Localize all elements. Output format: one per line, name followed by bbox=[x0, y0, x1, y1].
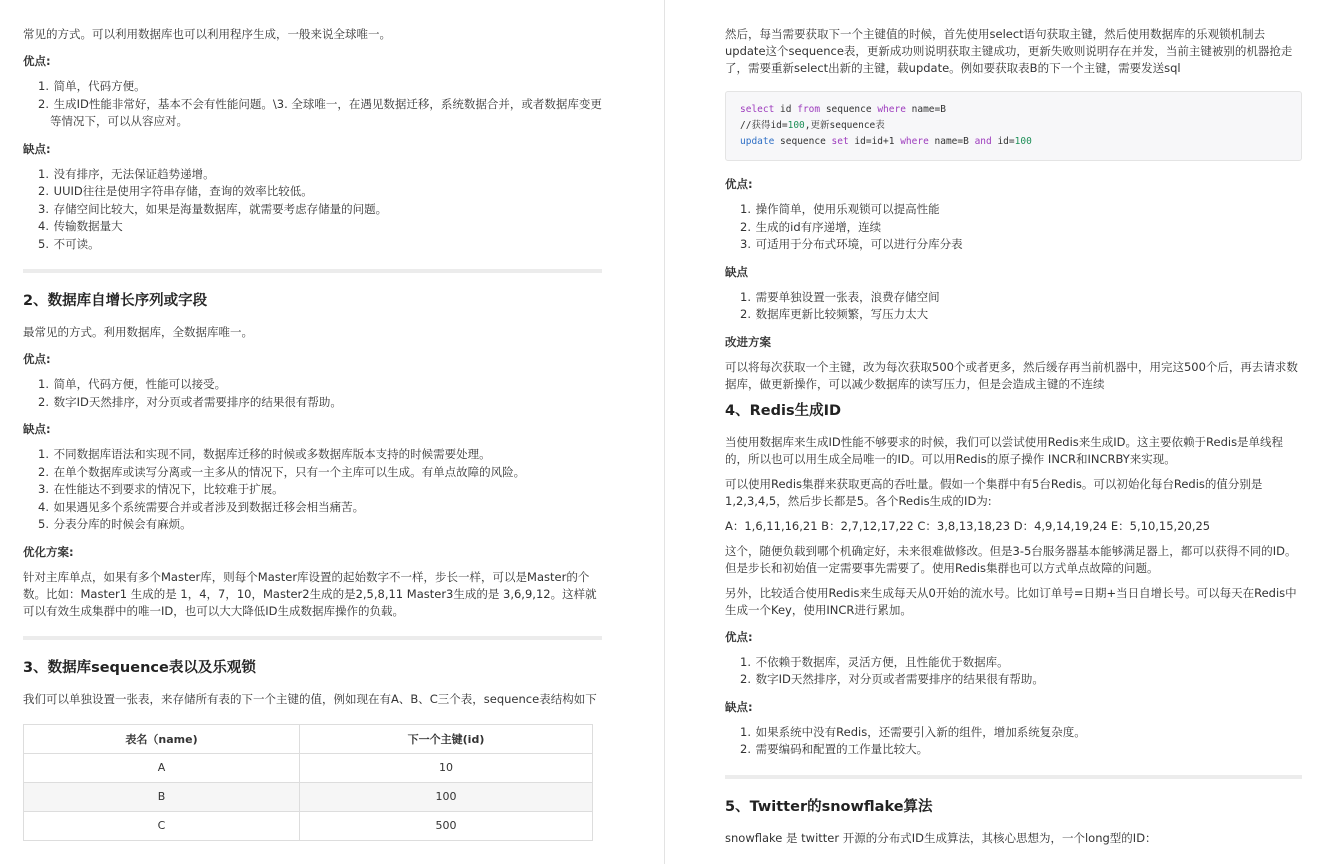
list-item: 3. 存储空间比较大，如果是海量数据库，就需要考虑存储量的问题。 bbox=[38, 201, 388, 216]
section-2-cons-list bbox=[38, 446, 620, 534]
table-cell: 500 bbox=[300, 811, 593, 840]
table-header-id: 下一个主键(id) bbox=[300, 724, 593, 753]
section-4-pros-label: 优点: bbox=[725, 629, 753, 644]
list-item: 2. 数字ID天然排序，对分页或者需要排序的结果很有帮助。 bbox=[38, 394, 342, 409]
list-item: 1. 简单，代码方便，性能可以接受。 bbox=[38, 377, 227, 391]
table-cell: A bbox=[24, 753, 300, 782]
sequence-pros-list bbox=[740, 201, 1320, 254]
section-4-title: 4、Redis生成ID bbox=[725, 402, 841, 419]
list-item: 4. 传输数据量大 bbox=[38, 219, 123, 233]
improvement-text: 可以将每次获取一个主键，改为每次获取500个或者更多，然后缓存再当前机器中，用完这500个后，再去请求数据库，做更新操作，可以减少数据库的读写压力，但是会造成主键的不连续 bbox=[725, 359, 1298, 391]
list-item: 1. 不同数据库语法和实现不同，数据库迁移的时候或多数据库版本支持的时候需要处理。 bbox=[38, 447, 491, 461]
section-3-intro: 我们可以单独设置一张表，来存储所有表的下一个主键的值，例如现在有A、B、C三个表，sequence表结构如下 bbox=[23, 691, 597, 706]
table-row bbox=[24, 782, 593, 811]
uuid-pros-list bbox=[38, 78, 620, 131]
section-3-title: 3、数据库sequence表以及乐观锁 bbox=[23, 659, 256, 676]
list-item: 1. 没有排序，无法保证趋势递增。 bbox=[38, 166, 215, 181]
code-line: update sequence set id=id+1 where name=B and id=100 bbox=[740, 136, 1032, 147]
section-2-intro: 最常见的方式。利用数据库，全数据库唯一。 bbox=[23, 325, 253, 339]
list-item: 3. 在性能达不到要求的情况下，比较难于扩展。 bbox=[38, 482, 284, 496]
list-item: 2. 生成ID性能非常好，基本不会有性能问题。\3. 全球唯一，在遇见数据迁移，系统数据合并，或者数据库变更等情况下，可以从容应对。 bbox=[38, 96, 602, 128]
section-4-para-3: A：1,6,11,16,21 B：2,7,12,17,22 C：3,8,13,18,23 D：4,9,14,19,24 E：5,10,15,20,25 bbox=[725, 518, 1211, 533]
uuid-cons-label: 缺点: bbox=[23, 141, 51, 156]
left-column bbox=[0, 0, 620, 864]
table-cell: 10 bbox=[300, 753, 593, 782]
sequence-pros-label: 优点: bbox=[725, 177, 753, 191]
list-item: 2. 需要编码和配置的工作量比较大。 bbox=[740, 742, 929, 756]
list-item: 5. 不可读。 bbox=[38, 236, 100, 251]
section-3-continued: 然后，每当需要获取下一个主键值的时候，首先使用select语句获取主键，然后使用数据库的乐观锁机制去update这个sequence表，更新成功则说明获取主键成功，更新失败则说明存在并发，当前主键被别的机器抢走了，需要重新select出新的主键，载update。例如要获取表B的下一个主键，需要发送sql bbox=[725, 27, 1293, 75]
list-item: 1. 不依赖于数据库，灵活方便，且性能优于数据库。 bbox=[740, 654, 1009, 669]
right-column bbox=[664, 0, 1320, 864]
table-row bbox=[24, 811, 593, 840]
list-item: 1. 需要单独设置一张表，浪费存储空间 bbox=[740, 289, 940, 304]
table-cell: C bbox=[24, 811, 300, 840]
code-line: //获得id=100,更新sequence表 bbox=[740, 120, 885, 131]
list-item: 2. 生成的id有序递增，连续 bbox=[740, 219, 882, 234]
list-item: 1. 如果系统中没有Redis，还需要引入新的组件，增加系统复杂度。 bbox=[740, 724, 1086, 739]
uuid-pros-label: 优点: bbox=[23, 54, 51, 68]
section-4-para-4: 这个，随便负载到哪个机确定好，未来很难做修改。但是3-5台服务器基本能够满足器上，都可以获得不同的ID。但是步长和初始值一定需要事先需要了。使用Redis集群也可以方式单点故障的问题。 bbox=[725, 543, 1297, 575]
list-item: 3. 可适用于分布式环境，可以进行分库分表 bbox=[740, 237, 963, 251]
section-4-cons-label: 缺点: bbox=[725, 699, 753, 714]
list-item: 2. UUID往往是使用字符串存储，查询的效率比较低。 bbox=[38, 184, 313, 198]
list-item: 4. 如果遇见多个系统需要合并或者涉及到数据迁移会相当痛苦。 bbox=[38, 499, 365, 514]
table-cell: B bbox=[24, 782, 300, 811]
uuid-cons-list bbox=[38, 166, 620, 254]
section-5-intro: snowflake 是 twitter 开源的分布式ID生成算法，其核心思想为，一个long型的ID： bbox=[725, 830, 1157, 845]
section-2-title: 2、数据库自增长序列或字段 bbox=[23, 293, 208, 309]
code-line: select id from sequence where name=B bbox=[740, 104, 946, 115]
uuid-intro: 常见的方式。可以利用数据库也可以利用程序生成，一般来说全球唯一。 bbox=[23, 27, 391, 41]
section-4-para-5: 另外，比较适合使用Redis来生成每天从0开始的流水号。比如订单号=日期+当日自增长号。可以每天在Redis中生成一个Key，使用INCR进行累加。 bbox=[725, 585, 1297, 617]
list-item: 2. 在单个数据库或读写分离或一主多从的情况下，只有一个主库可以生成。有单点故障的风险。 bbox=[38, 464, 526, 479]
list-item: 1. 操作简单，使用乐观锁可以提高性能 bbox=[740, 202, 940, 216]
section-divider bbox=[725, 775, 1302, 779]
list-item: 2. 数据库更新比较频繁，写压力太大 bbox=[740, 307, 929, 321]
section-4-pros-list bbox=[740, 654, 1320, 689]
section-2-pros-list bbox=[38, 376, 620, 411]
list-item: 2. 数字ID天然排序，对分页或者需要排序的结果很有帮助。 bbox=[740, 672, 1044, 686]
table-cell: 100 bbox=[300, 782, 593, 811]
table-row bbox=[24, 753, 593, 782]
section-4-para-2: 可以使用Redis集群来获取更高的吞吐量。假如一个集群中有5台Redis。可以初始化每台Redis的值分别是1,2,3,4,5，然后步长都是5。各个Redis生成的ID为: bbox=[725, 476, 1263, 508]
section-2-pros-label: 优点: bbox=[23, 352, 51, 366]
section-divider bbox=[23, 269, 602, 273]
table-header-row bbox=[24, 724, 593, 753]
section-5-title: 5、Twitter的snowflake算法 bbox=[725, 798, 933, 815]
section-2-cons-label: 缺点: bbox=[23, 422, 51, 436]
section-2-optimization-label: 优化方案: bbox=[23, 544, 74, 559]
table-header-name: 表名（name) bbox=[24, 724, 300, 753]
section-4-para-1: 当使用数据库来生成ID性能不够要求的时候，我们可以尝试使用Redis来生成ID。这主要依赖于Redis是单线程的，所以也可以用生成全局唯一的ID。可以用Redis的原子操作 INCR和INCRBY来实现。 bbox=[725, 434, 1284, 466]
section-4-cons-list bbox=[740, 724, 1320, 759]
improvement-label: 改进方案 bbox=[725, 334, 771, 349]
list-item: 1. 简单，代码方便。 bbox=[38, 79, 146, 93]
sql-code-block bbox=[725, 91, 1302, 161]
section-2-optimization-text: 针对主库单点，如果有多个Master库，则每个Master库设置的起始数字不一样，步长一样，可以是Master的个数。比如：Master1 生成的是 1，4，7，10，Master2生成的是2,5,8,11 Master3生成的是 3,6,9,12。这样就可以有效生成集群中的唯一ID，也可以大大降低ID生成数据库操作的负载。 bbox=[23, 569, 597, 618]
sequence-table bbox=[23, 724, 593, 841]
sequence-cons-label: 缺点 bbox=[725, 264, 748, 279]
list-item: 5. 分表分库的时候会有麻烦。 bbox=[38, 517, 192, 531]
sequence-cons-list bbox=[740, 289, 1320, 324]
section-divider bbox=[23, 636, 602, 640]
